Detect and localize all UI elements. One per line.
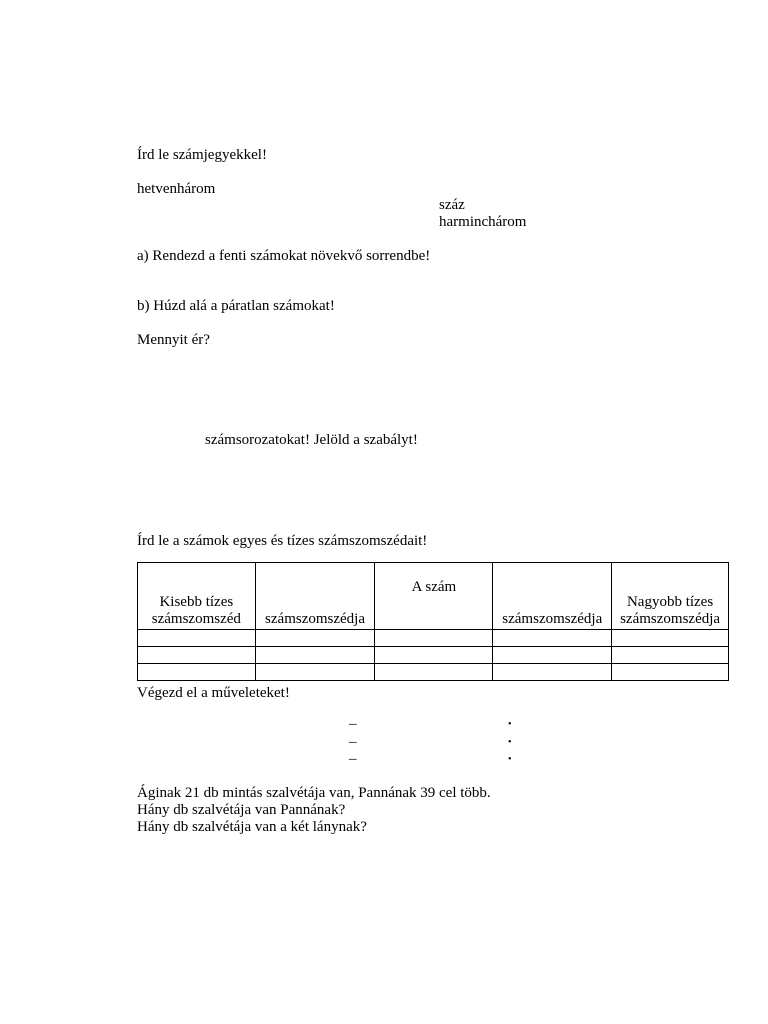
answer-cell[interactable] <box>612 630 729 647</box>
header-line: számszomszédja <box>265 611 366 627</box>
answer-cell[interactable] <box>493 664 612 681</box>
neighbors-table <box>137 562 729 681</box>
header-larger-one <box>493 563 612 630</box>
answer-cell[interactable] <box>255 664 375 681</box>
header-smaller-one <box>255 563 375 630</box>
answer-cell[interactable] <box>138 630 256 647</box>
answer-cell[interactable] <box>612 647 729 664</box>
section-title-neighbors: Írd le a számok egyes és tízes számszomszédait! <box>137 533 428 549</box>
multiply-dot: • <box>508 737 512 748</box>
header-line: Nagyobb tízes <box>626 594 714 610</box>
word-problem-line-1: Áginak 21 db mintás szalvétája van, Pannának 39 cel több. <box>137 785 491 801</box>
answer-cell[interactable] <box>375 647 493 664</box>
header-smaller-ten <box>138 563 256 630</box>
number-word-2a: száz <box>439 197 465 213</box>
minus-sign: – <box>349 751 357 767</box>
header-line: számszomszédja <box>502 611 603 627</box>
header-line: A szám <box>411 579 457 595</box>
table-row <box>138 664 729 681</box>
multiply-dot: • <box>508 754 512 765</box>
answer-cell[interactable] <box>493 647 612 664</box>
answer-cell[interactable] <box>375 664 493 681</box>
answer-cell[interactable] <box>138 647 256 664</box>
header-larger-ten <box>612 563 729 630</box>
number-word-1: hetvenhárom <box>137 181 216 197</box>
sequence-instruction: számsorozatokat! Jelöld a szabályt! <box>205 432 418 448</box>
answer-cell[interactable] <box>375 630 493 647</box>
section-title-operations: Végezd el a műveleteket! <box>137 685 290 701</box>
answer-cell[interactable] <box>255 630 375 647</box>
answer-cell[interactable] <box>612 664 729 681</box>
multiply-dot: • <box>508 719 512 730</box>
task-b-underline: b) Húzd alá a páratlan számokat! <box>137 298 335 314</box>
table-header-row <box>138 563 729 630</box>
task-a-sort: a) Rendezd a fenti számokat növekvő sorrendbe! <box>137 248 431 264</box>
number-word-2b: harminchárom <box>439 214 527 230</box>
answer-cell[interactable] <box>138 664 256 681</box>
answer-cell[interactable] <box>493 630 612 647</box>
word-problem-line-2: Hány db szalvétája van Pannának? <box>137 802 346 818</box>
header-line: Kisebb tízes <box>159 594 234 610</box>
table-row <box>138 630 729 647</box>
header-line: számszomszédja <box>620 611 721 627</box>
question-worth: Mennyit ér? <box>137 332 210 348</box>
header-line: számszomszéd <box>151 611 241 627</box>
table-row <box>138 647 729 664</box>
section-title-digits: Írd le számjegyekkel! <box>137 147 267 163</box>
header-the-number <box>375 563 493 630</box>
minus-sign: – <box>349 716 357 732</box>
minus-sign: – <box>349 734 357 750</box>
word-problem-line-3: Hány db szalvétája van a két lánynak? <box>137 819 367 835</box>
answer-cell[interactable] <box>255 647 375 664</box>
